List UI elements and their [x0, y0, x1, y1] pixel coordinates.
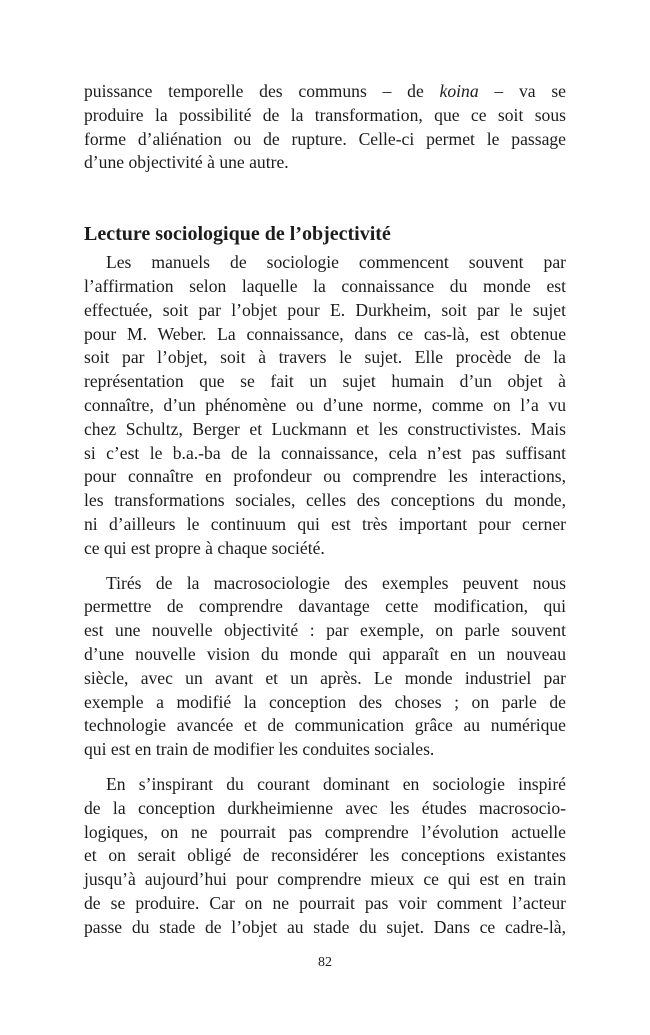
paragraph-line: d’une nouvelle vision du monde qui apparaît en un nouveau	[84, 643, 566, 664]
paragraph-line: Les manuels de sociologie commencent souvent par	[106, 252, 566, 273]
paragraph-line: ce qui est propre à chaque société.	[84, 537, 325, 558]
paragraph-line: siècle, avec un avant et un après. Le monde industriel par	[84, 667, 566, 688]
paragraph-line: effectuée, soit par l’objet pour E. Durkheim, soit par le sujet	[84, 299, 566, 320]
paragraph-line: si c’est le b.a.-ba de la connaissance, cela n’est pas suffisant	[84, 442, 566, 463]
paragraph-line: logiques, on ne pourrait pas comprendre l’évolution actuelle	[84, 821, 566, 842]
intro-paragraph	[84, 80, 566, 175]
body-paragraph-2	[84, 572, 566, 762]
paragraph-line: passe du stade de l’objet au stade du sujet. Dans ce cadre-là,	[84, 916, 566, 937]
body-paragraph-1	[84, 251, 566, 560]
paragraph-line: exemple a modifié la conception des choses ; on parle de	[84, 691, 566, 712]
paragraph-line: de se produire. Car on ne pourrait pas voir comment l’acteur	[84, 892, 566, 913]
paragraph-line: produire la possibilité de la transformation, que ce soit sous	[84, 104, 566, 125]
paragraph-line: chez Schultz, Berger et Luckmann et les constructivistes. Mais	[84, 418, 566, 439]
paragraph-line: est une nouvelle objectivité : par exemple, on parle souvent	[84, 620, 566, 641]
page-number: 82	[318, 955, 332, 970]
paragraph-line: les transformations sociales, celles des conceptions du monde,	[84, 490, 566, 511]
paragraph-line: ni d’ailleurs le continuum qui est très important pour cerner	[84, 513, 566, 534]
paragraph-line: et on serait obligé de reconsidérer les conceptions existantes	[84, 845, 566, 866]
paragraph-line: jusqu’à aujourd’hui pour comprendre mieux ce qui est en train	[84, 869, 566, 890]
paragraph-line: l’affirmation selon laquelle la connaissance du monde est	[84, 275, 566, 296]
paragraph-line: soit par l’objet, soit à travers le sujet. Elle procède de la	[84, 347, 566, 368]
paragraph-line: technologie avancée et de communication grâce au numérique	[84, 715, 566, 736]
paragraph-line: représentation que se fait un sujet humain d’un objet à	[84, 371, 566, 392]
paragraph-line: de la conception durkheimienne avec les études macrosocio-	[84, 797, 566, 818]
paragraph-line: pour M. Weber. La connaissance, dans ce cas-là, est obtenue	[84, 323, 566, 344]
body-paragraph-3	[84, 773, 566, 940]
paragraph-line: connaître, d’un phénomène ou d’une norme, comme on l’a vu	[84, 394, 566, 415]
paragraph-line: En s’inspirant du courant dominant en sociologie inspiré	[106, 773, 566, 794]
paragraph-line: pour connaître en profondeur ou comprendre les interactions,	[84, 466, 566, 487]
paragraph-line: forme d’aliénation ou de rupture. Celle-ci permet le passage	[84, 128, 566, 149]
section-heading: Lecture sociologique de l’objectivité	[84, 223, 391, 246]
paragraph-line: qui est en train de modifier les conduites sociales.	[84, 739, 435, 760]
paragraph-line: Tirés de la macrosociologie des exemples peuvent nous	[106, 572, 566, 593]
page-body	[84, 80, 566, 940]
paragraph-line: permettre de comprendre davantage cette modification, qui	[84, 596, 566, 617]
italic-term: koina	[439, 81, 479, 101]
paragraph-line: puissance temporelle des communs – de koina – va se	[84, 81, 566, 101]
paragraph-line: d’une objectivité à une autre.	[84, 152, 289, 173]
